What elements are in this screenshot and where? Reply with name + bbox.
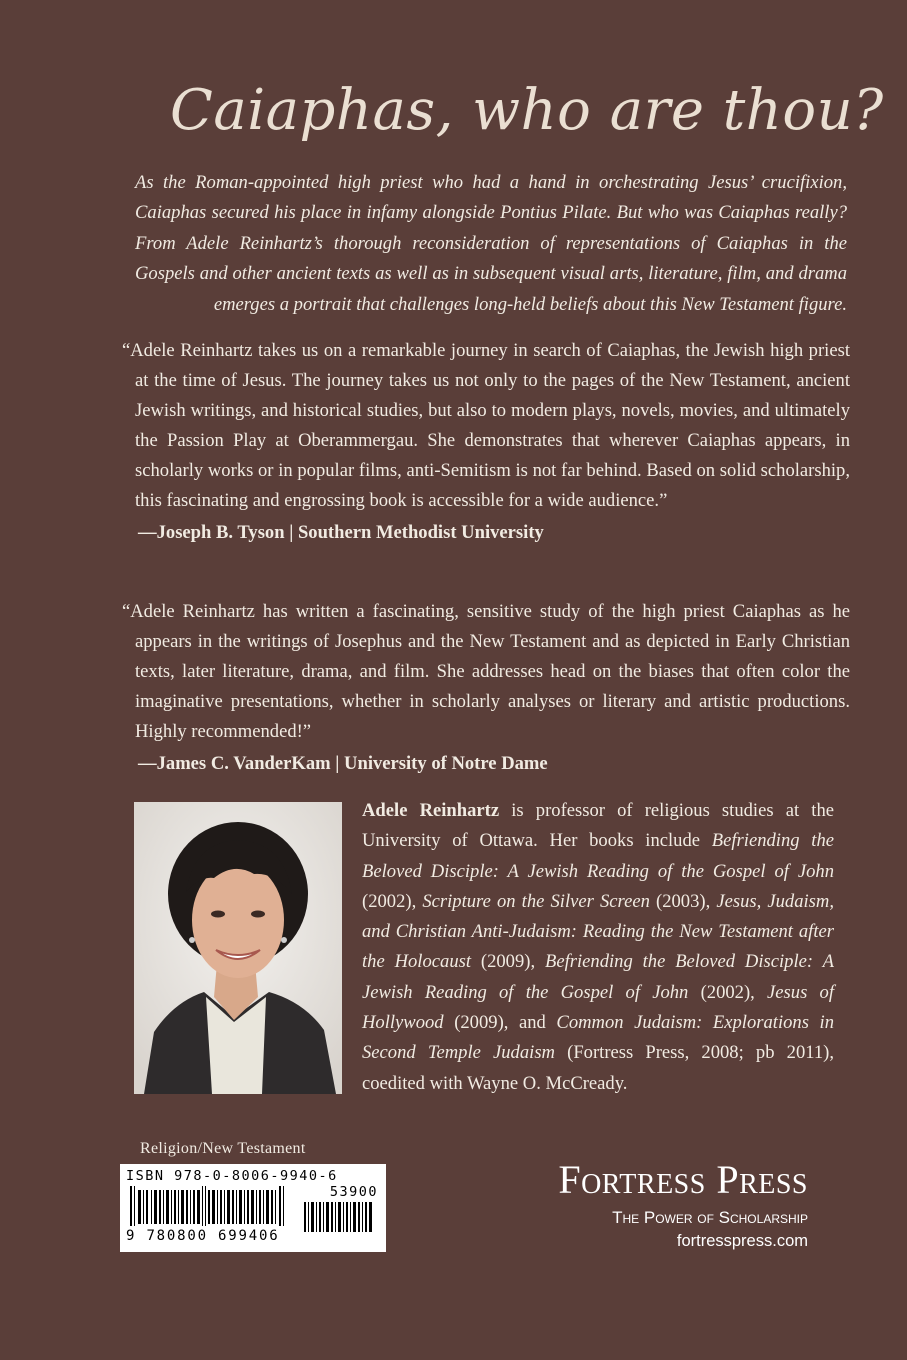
bio-text-2: (2002), (362, 890, 423, 912)
book-title-3: Jesus, Judaism, and Christian Anti-Judaism: Reading the New Testament after the Holocaust (362, 890, 834, 973)
publisher-block (558, 1158, 808, 1252)
bio-text-7: (Fortress Press, 2008; pb 2011), coedited with Wayne O. McCready. (362, 1042, 834, 1094)
headline: Caiaphas, who are thou? (170, 78, 884, 143)
book-title-2: Scripture on the Silver Screen (422, 890, 650, 912)
bio-text-4: (2009), (471, 951, 545, 973)
intro-paragraph: As the Roman-appointed high priest who had a hand in orchestrating Jesus’ crucifixion, Caiaphas secured his place in infamy alongside Pontius Pilate. But who was Caiaphas really? From Adele Reinhartz’s thorough reconsideration of representations of Caiaphas in the Gospels and other ancient texts as well as in subsequent visual arts, literature, film, and drama emerges a portrait that challenges long-held beliefs about this New Testament figure. (135, 172, 847, 315)
book-title-6: Common Judaism: Explorations in Second Temple Judaism (362, 1012, 834, 1064)
endorsement-1 (120, 336, 850, 548)
bio-text-5: (2002), (688, 981, 768, 1003)
endorsement-2-text: “Adele Reinhartz has written a fascinating, sensitive study of the high priest Caiaphas as he appears in the writings of Josephus and the New Testament and as depicted in Early Christian texts, later literature, drama, and film. She addresses head on the biases that often color the imaginative presentations, whether in scholarly analyses or literary and artistic productions. Highly recommended!” (122, 601, 850, 742)
category-label: Religion/New Testament (140, 1140, 306, 1157)
endorsement-1-text: “Adele Reinhartz takes us on a remarkable journey in search of Caiaphas, the Jewish high priest at the time of Jesus. The journey takes us not only to the pages of the New Testament, ancient Jewish writings, and historical studies, but also to modern plays, novels, movies, and ultimately the Passion Play at Oberammergau. She demonstrates that wherever Caiaphas appears, in scholarly works or in popular films, anti-Semitism is not far behind. Based on solid scholarship, this fascinating and engrossing book is accessible for a wide audience.” (122, 340, 850, 511)
endorsement-1-attribution: —Joseph B. Tyson | Southern Methodist University (138, 522, 544, 543)
publisher-url[interactable]: fortresspress.com (676, 1232, 808, 1250)
bio-text-3: (2003), (649, 890, 717, 912)
publisher-name: Fortress Press (558, 1157, 808, 1202)
author-photo (134, 802, 342, 1094)
isbn-barcode (120, 1164, 386, 1252)
isbn-number: ISBN 978-0-8006-9940-6 (126, 1168, 338, 1184)
author-name: Adele Reinhartz (362, 800, 500, 821)
publisher-tagline: The Power of Scholarship (612, 1208, 808, 1227)
barcode-digits: 9 780800 699406 (126, 1228, 280, 1244)
book-title-5: Jesus of Hollywood (362, 981, 834, 1034)
book-title-4: Befriending the Beloved Disciple: A Jewish Reading of the Gospel of John (362, 951, 834, 1003)
endorsement-2 (120, 597, 850, 779)
bio-text-1: is professor of religious studies at the University of Ottawa. Her books include (362, 800, 834, 852)
endorsement-2-attribution: —James C. VanderKam | University of Notre Dame (138, 753, 548, 774)
author-bio (362, 796, 834, 1099)
book-title-1: Befriending the Beloved Disciple: A Jewish Reading of the Gospel of John (362, 830, 834, 882)
bio-text-6: (2009), and (443, 1012, 557, 1034)
price-code: 53900 (329, 1184, 378, 1200)
